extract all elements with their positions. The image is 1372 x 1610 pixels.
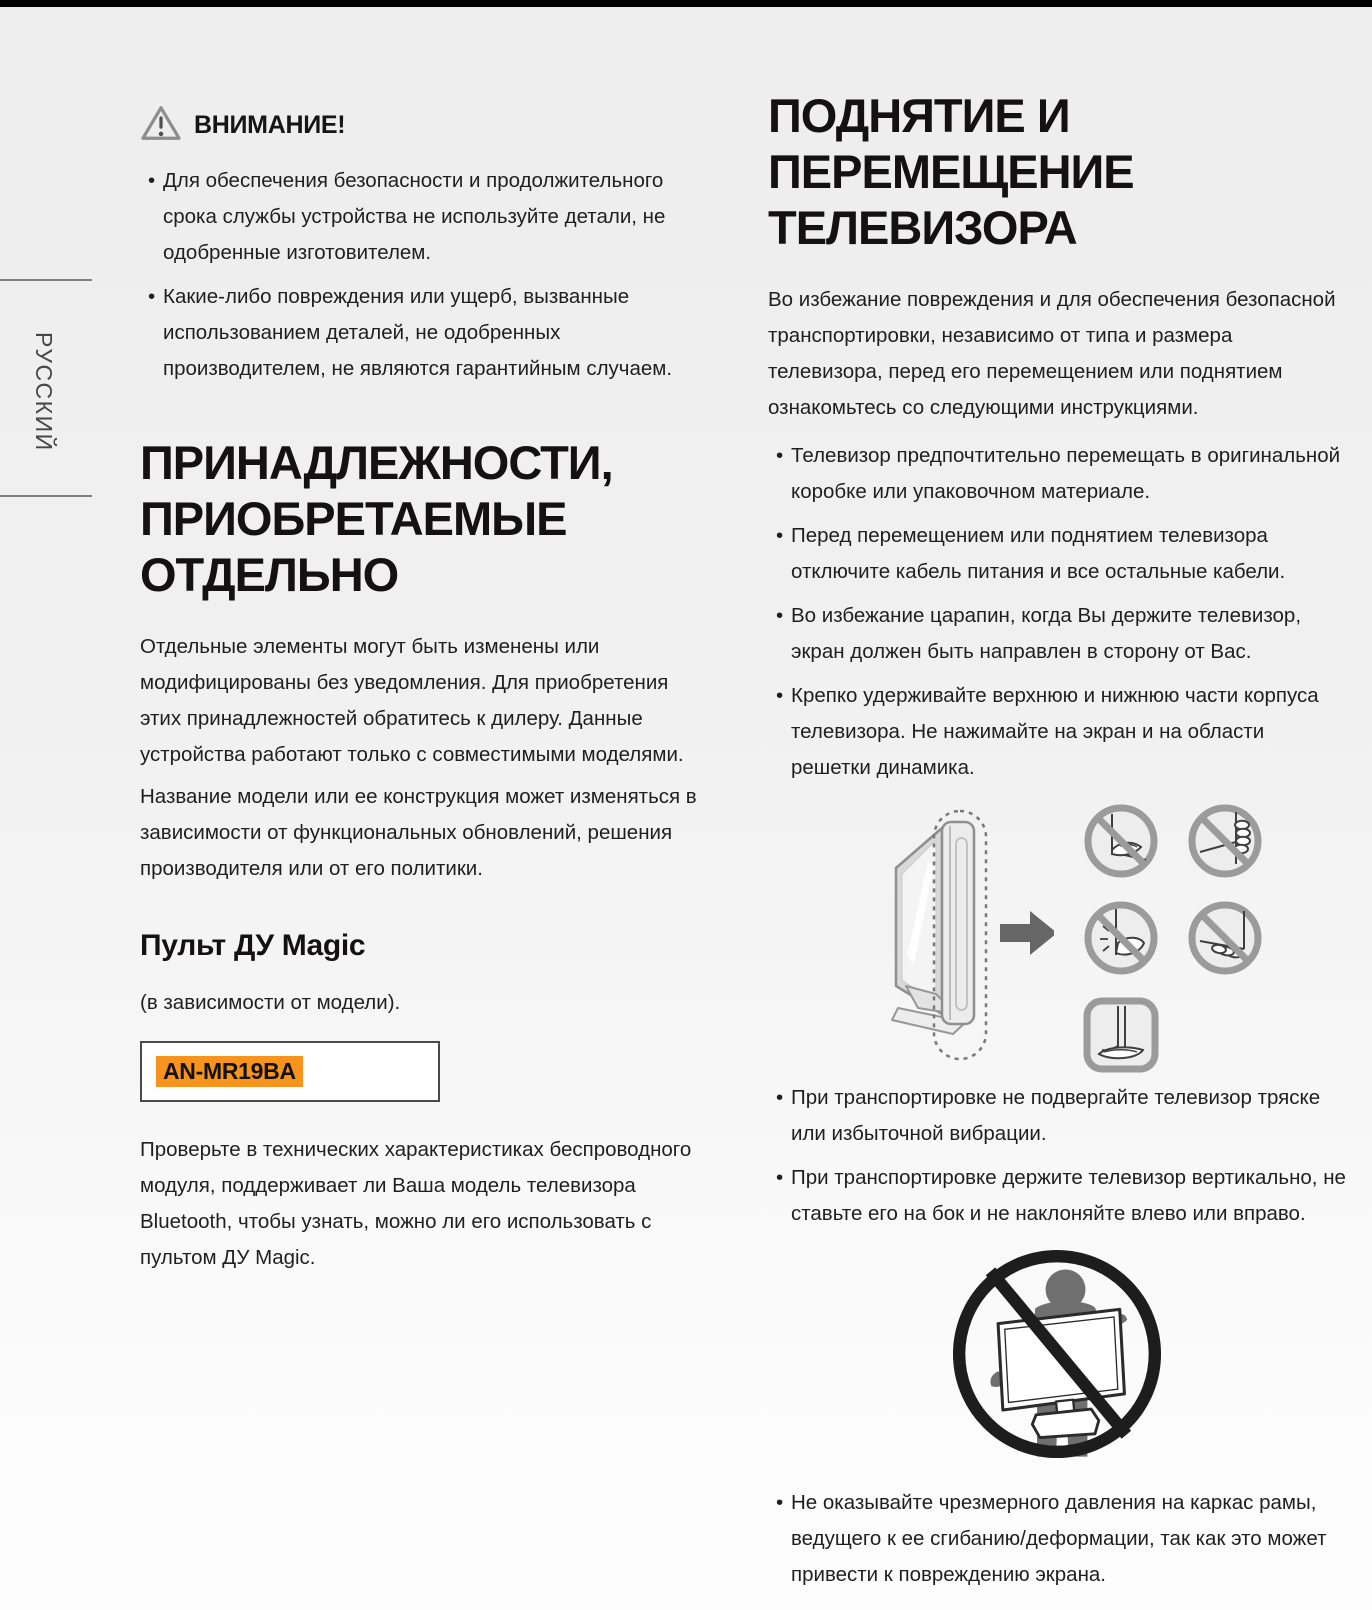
bullet-item: • При транспортировке не подвергайте телевизор тряске или избыточной вибрации. xyxy=(776,1080,1346,1152)
bullet-item: • Для обеспечения безопасности и продолжительного срока службы устройства не используйте детали, не одобренные изготовителем. xyxy=(148,163,705,271)
accessories-paragraph: Отдельные элементы могут быть изменены или модифицированы без уведомления. Для приобретения этих принадлежностей обратитесь к дилеру. Данные устройства работают только с совместимыми моделями. xyxy=(140,635,684,766)
no-carry-illustration-wrap xyxy=(768,1240,1346,1473)
magic-remote-subtitle: Пульт ДУ Magic xyxy=(140,929,366,962)
model-number-highlight: AN-MR19BA xyxy=(156,1056,303,1087)
model-number-box xyxy=(140,1041,440,1102)
no-grip-front-corner-icon xyxy=(1082,802,1160,885)
bluetooth-check-paragraph: Проверьте в технических характеристиках беспроводного модуля, поддерживает ли Ваша модель телевизора Bluetooth, чтобы узнать, можно ли его использовать с пультом ДУ Magic. xyxy=(140,1138,692,1269)
page-top-border xyxy=(0,0,1372,7)
lifting-bullet-list-top xyxy=(768,438,1346,786)
accessories-section-title: ПРИНАДЛЕЖНОСТИ, ПРИОБРЕТАЕМЫЕ ОТДЕЛЬНО xyxy=(140,436,613,601)
bullet-item: • Перед перемещением или поднятием телевизора отключите кабель питания и все остальные кабели. xyxy=(776,518,1346,590)
right-column xyxy=(768,0,1346,1601)
sidebar-rule-bottom xyxy=(0,495,92,497)
bullet-item: • Не оказывайте чрезмерного давления на каркас рамы, ведущего к ее сгибанию/деформации, так как это может привести к повреждению экрана. xyxy=(776,1485,1346,1593)
left-column xyxy=(140,0,705,1601)
bullet-item: • Телевизор предпочтительно перемещать в оригинальной коробке или упаковочном материале. xyxy=(776,438,1346,510)
do-not-carry-tv-crossed-icon xyxy=(943,1455,1171,1472)
sidebar-rule-top xyxy=(0,279,92,281)
warning-triangle-icon xyxy=(140,104,182,147)
tv-side-view-with-arrow-illustration xyxy=(854,796,1054,1073)
no-grip-bottom-corner-icon xyxy=(1186,899,1264,982)
bullet-item: • Крепко удерживайте верхнюю и нижнюю части корпуса телевизора. Не нажимайте на экран и на области решетки динамика. xyxy=(776,678,1346,786)
tv-handling-illustration xyxy=(768,796,1346,1068)
accessories-paragraph: Название модели или ее конструкция может изменяться в зависимости от функциональных обновлений, решения производителя или от его политики. xyxy=(140,785,697,880)
model-dependency-note: (в зависимости от модели). xyxy=(140,991,401,1014)
lifting-section-title: ПОДНЯТИЕ И ПЕРЕМЕЩЕНИЕ ТЕЛЕВИЗОРА xyxy=(768,89,1134,254)
support-bottom-with-palm-icon xyxy=(1082,996,1160,1079)
lifting-intro-paragraph: Во избежание повреждения и для обеспечения безопасной транспортировки, независимо от типа и размера телевизора, перед его перемещением или поднятием ознакомьтесь со следующими инструкциями. xyxy=(768,288,1336,419)
lifting-bullet-list-bottom xyxy=(768,1485,1346,1593)
bullet-item: • Во избежание царапин, когда Вы держите телевизор, экран должен быть направлен в сторону от Вас. xyxy=(776,598,1346,670)
lifting-bullet-list-middle xyxy=(768,1080,1346,1232)
handling-icon-grid xyxy=(1082,802,1264,1079)
warning-title: ВНИМАНИЕ! xyxy=(194,111,346,139)
bullet-item: • При транспортировке держите телевизор вертикально, не ставьте его на бок и не наклоняйте влево или вправо. xyxy=(776,1160,1346,1232)
language-tab-label: РУССКИЙ xyxy=(31,332,57,452)
warning-bullet-list xyxy=(140,163,705,387)
no-grip-top-edge-icon xyxy=(1186,802,1264,885)
no-press-screen-edge-icon xyxy=(1082,899,1160,982)
bullet-item: • Какие-либо повреждения или ущерб, вызванные использованием деталей, не одобренных производителем, не являются гарантийным случаем. xyxy=(148,279,705,387)
warning-header xyxy=(140,104,705,147)
